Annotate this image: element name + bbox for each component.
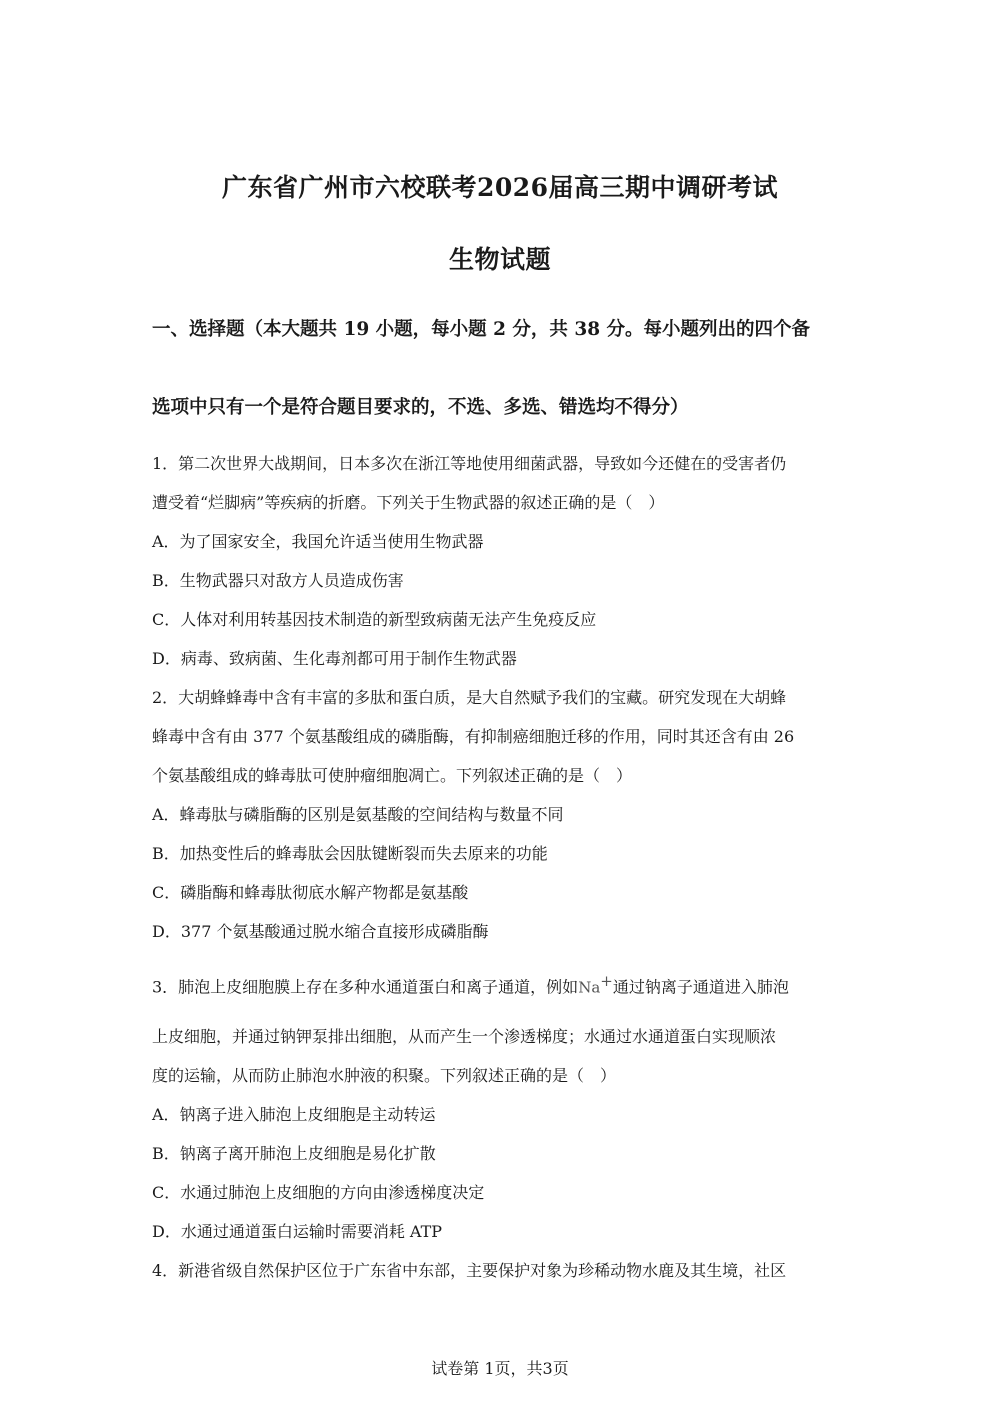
q3-option-b: B．钠离子离开肺泡上皮细胞是易化扩散 — [152, 1144, 436, 1163]
q1-option-a: A．为了国家安全，我国允许适当使用生物武器 — [152, 532, 484, 551]
page-footer: 试卷第 1页，共3页 — [431, 1359, 569, 1378]
exam-title: 广东省广州市六校联考2026届高三期中调研考试 — [221, 173, 779, 202]
q1-stem-line-2: 遭受着“烂脚病”等疾病的折磨。下列关于生物武器的叙述正确的是（ ） — [152, 493, 665, 512]
q2-option-b: B．加热变性后的蜂毒肽会因肽键断裂而失去原来的功能 — [152, 844, 548, 863]
q2-option-a: A．蜂毒肽与磷脂酶的区别是氨基酸的空间结构与数量不同 — [152, 805, 564, 824]
q4-stem-line-1: 4．新港省级自然保护区位于广东省中东部，主要保护对象为珍稀动物水鹿及其生境，社区 — [152, 1261, 787, 1280]
q3-stem-suffix: 通过钠离子通道进入肺泡 — [612, 977, 789, 997]
q3-stem-prefix: 3．肺泡上皮细胞膜上存在多种水通道蛋白和离子通道，例如 — [152, 977, 579, 997]
q2-option-d: D．377 个氨基酸通过脱水缩合直接形成磷脂酶 — [152, 922, 489, 941]
q3-stem-line-2: 上皮细胞，并通过钠钾泵排出细胞，从而产生一个渗透梯度；水通过水通道蛋白实现顺浓 — [152, 1027, 777, 1046]
sodium-ion-charge: + — [600, 972, 613, 990]
section-heading-line-1: 一、选择题（本大题共 19 小题，每小题 2 分，共 38 分。每小题列出的四个备 — [152, 319, 811, 340]
section-heading-line-2: 选项中只有一个是符合题目要求的，不选、多选、错选均不得分） — [152, 397, 689, 418]
q2-stem-line-2: 蜂毒中含有由 377 个氨基酸组成的磷脂酶，有抑制癌细胞迁移的作用，同时其还含有由 26 — [152, 727, 795, 746]
q2-stem-line-3: 个氨基酸组成的蜂毒肽可使肿瘤细胞凋亡。下列叙述正确的是（ ） — [152, 766, 633, 785]
sodium-ion-symbol: Na — [578, 978, 601, 997]
q3-stem-line-3: 度的运输，从而防止肺泡水肿液的积聚。下列叙述正确的是（ ） — [152, 1066, 617, 1085]
q1-option-b: B．生物武器只对敌方人员造成伤害 — [152, 571, 404, 590]
q3-option-a: A．钠离子进入肺泡上皮细胞是主动转运 — [152, 1105, 436, 1124]
q2-option-c: C．磷脂酶和蜂毒肽彻底水解产物都是氨基酸 — [152, 883, 469, 902]
q1-option-d: D．病毒、致病菌、生化毒剂都可用于制作生物武器 — [152, 649, 517, 668]
q3-stem-line-1 — [152, 972, 852, 997]
q2-stem-line-1: 2．大胡蜂蜂毒中含有丰富的多肽和蛋白质，是大自然赋予我们的宝藏。研究发现在大胡蜂 — [152, 688, 787, 707]
q1-option-c: C．人体对利用转基因技术制造的新型致病菌无法产生免疫反应 — [152, 610, 597, 629]
q3-option-c: C．水通过肺泡上皮细胞的方向由渗透梯度决定 — [152, 1183, 485, 1202]
exam-subtitle: 生物试题 — [448, 245, 551, 274]
q1-stem-line-1: 1．第二次世界大战期间，日本多次在浙江等地使用细菌武器，导致如今还健在的受害者仍 — [152, 454, 787, 473]
q3-option-d: D．水通过通道蛋白运输时需要消耗 ATP — [152, 1222, 443, 1241]
